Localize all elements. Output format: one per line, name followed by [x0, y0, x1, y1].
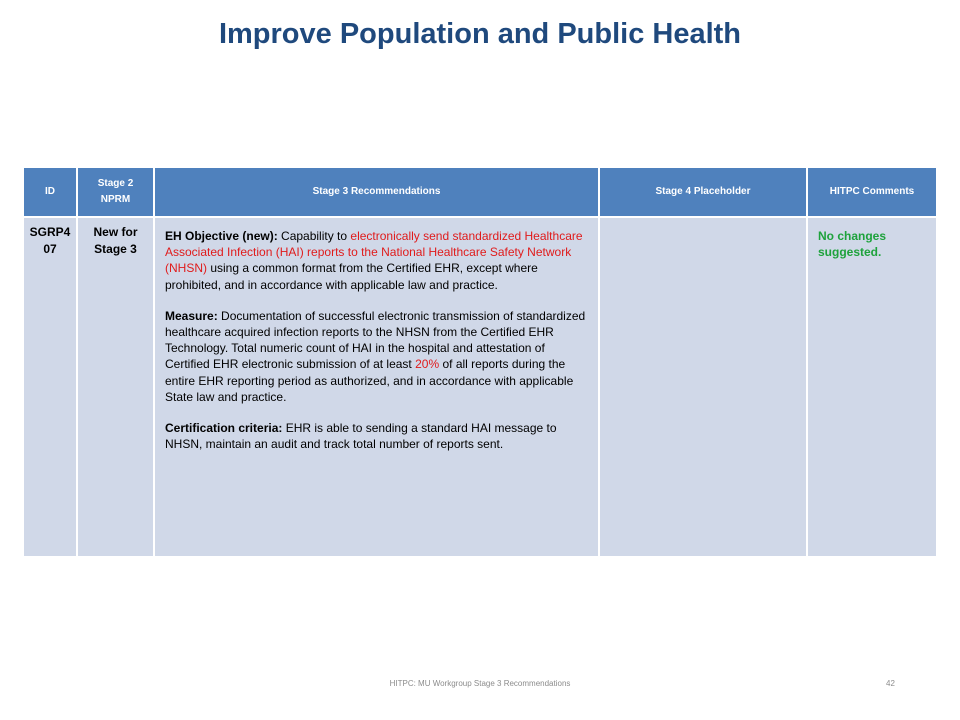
- header-stage4-placeholder: Stage 4 Placeholder: [599, 167, 807, 217]
- objective-text-post: using a common format from the Certified EHR, except where prohibited, and in accordance with applicable law and practice.: [165, 261, 538, 292]
- objective-label: EH Objective (new):: [165, 229, 278, 243]
- eh-objective-paragraph: [165, 228, 590, 293]
- table-row: [23, 217, 937, 557]
- certification-text: EHR is able to sending a standard HAI message to NHSN, maintain an audit and track total number of reports sent.: [165, 421, 557, 452]
- cell-stage3-recommendation: [154, 217, 599, 557]
- measure-threshold: 20%: [415, 357, 440, 372]
- measure-text-pre: Documentation of successful electronic transmission of standardized healthcare acquired infection reports to the NHSN from the Certified EHR Technology. Total numeric count of HAI in the hospital and attestation of Certified EHR electronic submission of at least: [165, 308, 586, 372]
- objective-text-pre: Capability to: [281, 229, 351, 243]
- row-stage2-status: New for Stage 3: [93, 225, 138, 256]
- header-stage3-recommendations: Stage 3 Recommendations: [154, 167, 599, 217]
- measure-label: Measure:: [165, 308, 218, 323]
- slide-footer: HITPC: MU Workgroup Stage 3 Recommendations: [389, 679, 571, 688]
- cell-stage2: [77, 217, 154, 557]
- recommendations-table: [22, 166, 938, 558]
- cell-hitpc-comments: [807, 217, 937, 557]
- slide-title: Improve Population and Public Health: [218, 18, 742, 50]
- header-stage2-nprm: Stage 2 NPRM: [77, 167, 154, 217]
- row-id: SGRP4 07: [29, 225, 71, 256]
- cell-stage4-placeholder: [599, 217, 807, 557]
- table-header-row: [23, 167, 937, 217]
- certification-paragraph: [165, 420, 590, 452]
- measure-text-post: of all reports during the entire EHR reporting period as authorized, and in accordance with applicable State law and practice.: [165, 357, 574, 404]
- header-id: ID: [23, 167, 77, 217]
- cell-id: [23, 217, 77, 557]
- objective-text-highlight: electronically send standardized Healthcare Associated Infection (HAI) reports to the National Healthcare Safety Network (NHSN): [165, 229, 583, 276]
- page-number: 42: [886, 679, 895, 688]
- certification-label: Certification criteria:: [165, 421, 283, 436]
- hitpc-comment: No changes suggested.: [818, 229, 887, 260]
- header-hitpc-comments: HITPC Comments: [807, 167, 937, 217]
- measure-paragraph: [165, 308, 590, 405]
